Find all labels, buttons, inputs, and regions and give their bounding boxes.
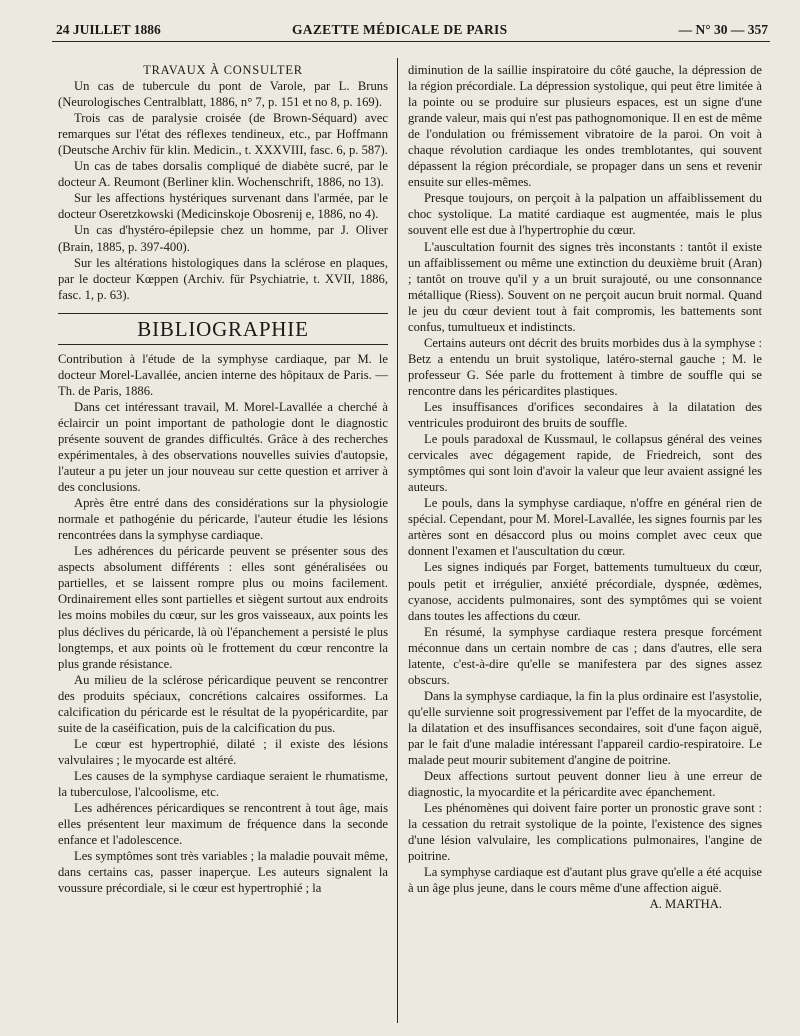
article-paragraph: Les phénomènes qui doivent faire porter un pronostic grave sont : la cessation du retrait systolique de la pointe, l'existence des signes d'une lésion valvulaire, les complications pulmonaires, l'angine de poitrine. (408, 801, 762, 864)
header-page-number: — N° 30 — 357 (678, 22, 768, 37)
article-paragraph: Presque toujours, on perçoit à la palpation un affaiblissement du choc systolique. La matité cardiaque est augmentée, mais le plus souvent elle est due à l'hypertrophie du cœur. (408, 191, 762, 238)
header-title: GAZETTE MÉDICALE DE PARIS (292, 22, 508, 37)
reference-item: Sur les altérations histologiques dans la sclérose en plaques, par le docteur Kœppen (Archiv. für Psychiatrie, t. XVII, 1886, fasc. 1, p. 63). (58, 255, 388, 302)
article-paragraph: Les insuffisances d'orifices secondaires à la dilatation des ventricules produiront des bruits de souffle. (408, 399, 762, 431)
article-paragraph: Dans cet intéressant travail, M. Morel-Lavallée a cherché à éclaircir un point important de pathologie dont le diagnostic présente souvent de grandes difficultés. Grâce à des recherches expérimentales, à des observations nouvelles suivies d'autopsie, l'auteur a pu jeter un jour nouveau sur cette question et arriver à des conclusions. (58, 399, 388, 495)
left-column (58, 62, 388, 896)
bibliographie-title: BIBLIOGRAPHIE (58, 313, 388, 345)
article-paragraph: Le pouls paradoxal de Kussmaul, le collapsus général des veines cervicales avec dégagement rapide, de Friedreich, sont des symptômes qui sont loin d'avoir la valeur que leur avaient assigné les auteurs. (408, 432, 762, 495)
article-paragraph: Dans la symphyse cardiaque, la fin la plus ordinaire est l'asystolie, qu'elle survienne soit progressivement par l'effet de la myocardite, de la dilatation et des insuffisances secondaires, soit d'une façon aiguë, par le fait d'une maladie intéressant l'appareil cardio-respiratoire. Le malade peut mourir subitement d'angine de poitrine. (408, 688, 762, 768)
article-paragraph: Les symptômes sont très variables ; la maladie pouvait même, dans certains cas, passer inaperçue. Les auteurs signalent la voussure précordiale, si le cœur est hypertrophié ; la (58, 849, 388, 896)
author-signature: A. MARTHA. (649, 897, 722, 912)
article-paragraph: Les adhérences du péricarde peuvent se présenter sous des aspects absolument différents : elles sont généralisées ou partielles, et se laissent rompre plus ou moins facilement. Ordinairement elles sont partielles et siègent surtout aux endroits les moins mobiles du cœur, sur les gros vaisseaux, aux points les plus déclives du péricarde, là où l'épanchement a persisté le plus longtemps, et aux points où le frottement du cœur rencontre la plus grande résistance. (58, 544, 388, 671)
section-title-travaux: TRAVAUX À CONSULTER (143, 63, 303, 77)
reference-item: Sur les affections hystériques survenant dans l'armée, par le docteur Oseretzkowski (Medicinskoje Obosrenij e, 1886, no 4). (58, 191, 388, 222)
header-date: 24 JUILLET 1886 (56, 22, 161, 37)
article-paragraph: Le pouls, dans la symphyse cardiaque, n'offre en général rien de spécial. Cependant, pour M. Morel-Lavallée, les signes fournis par les artères sont en désaccord plus ou moins complet avec ceux que donnent l'examen et l'auscultation du cœur. (408, 496, 762, 559)
article-paragraph: diminution de la saillie inspiratoire du côté gauche, la dépression de la région précordiale. La dépression systolique, qui peut être limitée à la pointe ou se produire sur plusieurs espaces, est un signe d'une grande valeur, mais qui n'est pas pathognomonique. Il en est de même de l'ondulation ou frémissement vibratoire de la paroi. On voit à chaque révolution cardiaque les ondes tremblotantes, qui souvent dépassent la région précordiale, se propager dans un sens et revenir ensuite sur elles-mêmes. (408, 63, 762, 190)
article-paragraph: Certains auteurs ont décrit des bruits morbides dus à la symphyse : Betz a entendu un bruit systolique, latéro-sternal gauche ; M. le professeur G. Sée parle du frottement à timbre de souffle qui se rencontre dans les péricardites plastiques. (408, 335, 762, 398)
page-header (56, 20, 768, 40)
header-rule (52, 41, 770, 42)
article-paragraph: Au milieu de la sclérose péricardique peuvent se rencontrer des produits spéciaux, concrétions calcaires ossiformes. La calcification du péricarde est le résultat de la pyopéricardite, par suite de la caséification, puis de la calcification du pus. (58, 672, 388, 735)
article-paragraph: En résumé, la symphyse cardiaque restera presque forcément méconnue dans un certain nombre de cas ; dans d'autres, elle sera latente, c'est-à-dire qu'elle se manifestera par des signes assez obscurs. (408, 624, 762, 687)
article-paragraph: La symphyse cardiaque est d'autant plus grave qu'elle a été acquise à un âge plus jeune, dans le cours même d'une affection aiguë. (408, 865, 762, 896)
reference-item: Trois cas de paralysie croisée (de Brown-Séquard) avec remarques sur l'état des réflexes tendineux, etc., par Hoffmann (Deutsche Archiv für klin. Medicin., t. XXXVIII, fasc. 6, p. 587). (58, 111, 388, 158)
article-paragraph: Le cœur est hypertrophié, dilaté ; il existe des lésions valvulaires ; le myocarde est altéré. (58, 736, 388, 767)
bibliography-reference: Contribution à l'étude de la symphyse cardiaque, par M. le docteur Morel-Lavallée, ancien interne des hôpitaux de Paris. — Th. de Paris, 1886. (58, 351, 388, 398)
reference-item: Un cas de tubercule du pont de Varole, par L. Bruns (Neurologisches Centralblatt, 1886, n° 7, p. 151 et no 8, p. 169). (58, 79, 388, 110)
article-paragraph: Les adhérences péricardiques se rencontrent à tout âge, mais elles présentent leur maximum de fréquence dans la seconde enfance et l'adolescence. (58, 801, 388, 848)
column-divider (397, 58, 398, 1023)
reference-item: Un cas d'hystéro-épilepsie chez un homme, par J. Oliver (Brain, 1885, p. 397-400). (58, 223, 388, 254)
right-column (408, 62, 762, 912)
reference-item: Un cas de tabes dorsalis compliqué de diabète sucré, par le docteur A. Reumont (Berliner klin. Wochenschrift, 1886, no 13). (58, 159, 388, 190)
article-paragraph: Les signes indiqués par Forget, battements tumultueux du cœur, pouls petit et irrégulier, anxiété précordiale, dyspnée, œdèmes, cyanose, accidents pulmonaires, sont des symptômes qui se voient dans toutes les affections du cœur. (408, 560, 762, 623)
article-paragraph: Après être entré dans des considérations sur la physiologie normale et pathogénie du péricarde, l'auteur étudie les lésions rencontrées dans la symphyse cardiaque. (58, 496, 388, 543)
article-paragraph: Les causes de la symphyse cardiaque seraient le rhumatisme, la tuberculose, l'alcoolisme, etc. (58, 768, 388, 799)
article-paragraph: Deux affections surtout peuvent donner lieu à une erreur de diagnostic, la myocardite et la péricardite avec épanchement. (408, 769, 762, 800)
article-paragraph: L'auscultation fournit des signes très inconstants : tantôt il existe un affaiblissement ou même une extinction du deuxième bruit (Aran) ; tantôt on trouve qu'il y a un bruit surajouté, ou une consonnance métallique (Riess). Souvent on ne perçoit aucun bruit normal. Quand le jeu du cœur devient tout à fait compromis, les battements sont confus, tumultueux et indistincts. (408, 239, 762, 334)
